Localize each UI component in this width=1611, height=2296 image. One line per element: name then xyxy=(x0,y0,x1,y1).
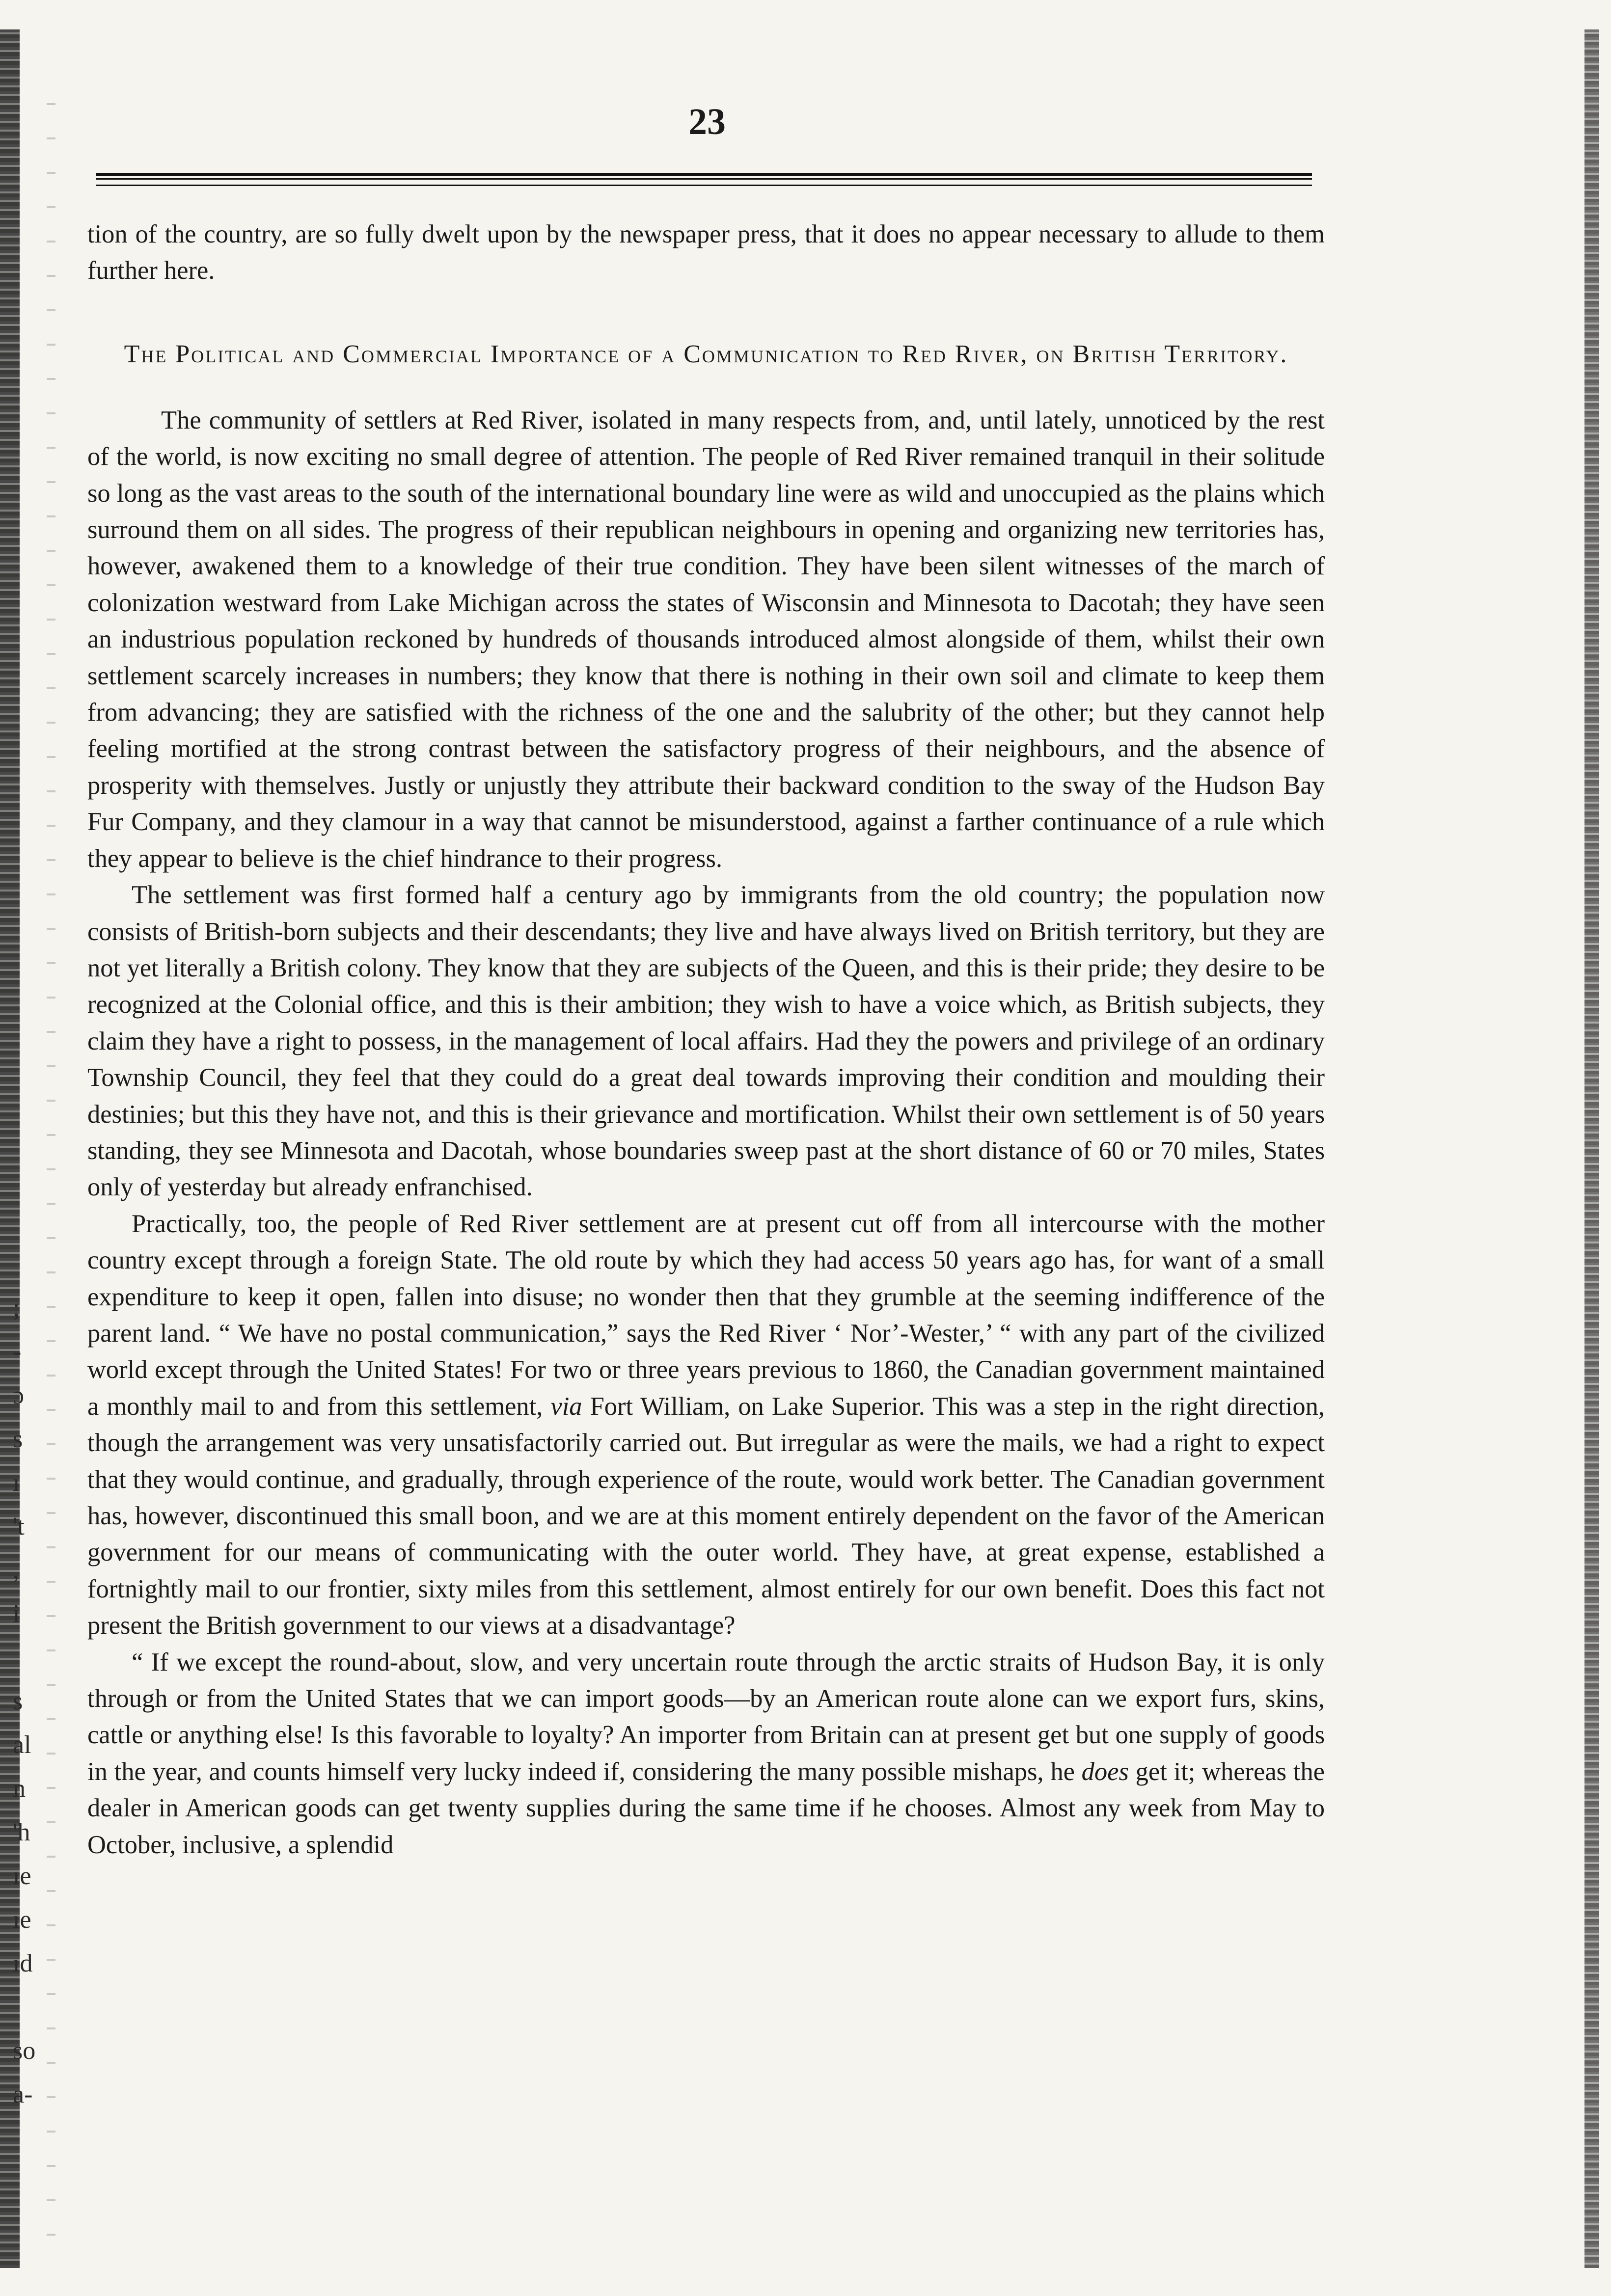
bleed-fragment xyxy=(13,1636,47,1679)
bleed-fragment: s xyxy=(13,1425,23,1453)
bleed-fragment: ıe xyxy=(13,1906,31,1934)
right-page-edge xyxy=(1584,29,1599,2268)
facing-page-bleed xyxy=(13,1286,47,2116)
bleed-fragment: , xyxy=(13,1556,19,1584)
paragraph-2: The settlement was first formed half a century ago by immigrants from the old country; the population now consists of British-born subjects and their descendants; they live and have always lived on British territory, but they are not yet literally a British colony. They know that they are subjects of the Queen, and this is their pride; they desire to be recognized at the Colonial office, and this is their ambition; they wish to have a voice which, as British subjects, they claim they have a right to possess, in the management of local affairs. Had they the powers and privilege of an ordinary Township Council, they feel that they could do a great deal towards improving their condition and moulding their destinies; but this they have not, and this is their grievance and mortification. Whilst their own settlement is of 50 years standing, they see Minnesota and Dacotah, whose boundaries sweep past at the short distance of 60 or 70 miles, States only of yesterday but already enfranchised. xyxy=(87,881,1325,1202)
header-rule-thin xyxy=(96,185,1312,186)
paragraph-3 xyxy=(87,1206,1325,1644)
bleed-fragment: ıd xyxy=(13,1949,33,1977)
paragraph-4-does: does xyxy=(1081,1757,1129,1786)
bleed-fragment: al xyxy=(13,1731,31,1759)
bleed-fragment: ; xyxy=(13,1294,20,1322)
bleed-fragment: i xyxy=(13,1600,20,1628)
bleed-fragment: n xyxy=(13,1775,26,1803)
paragraph-3-start: Practically, too, the people of Red River settlement are at present cut off from all intercourse with the mother country except through a foreign State. The old route by which they had access 50 years ago has, for want of a small expenditure to keep it open, fallen into disuse; no wonder then that they grumble at the seeming indifference of the parent land. “ We have no postal communication,” says the Red River ‘ Nor’-Wester,’ “ with any part of the civilized world except through the United States! For two or three years previous to 1860, the Canadian government maintained a monthly mail to and from this settlement, xyxy=(87,1209,1325,1421)
paragraph-4-start: “ If we except the round-about, slow, and very uncertain route through the arctic straits of Hudson Bay, it is only through or from the United States that we can import goods—by an American route alone can we export furs, skins, cattle or anything else! Is this favorable to loyalty? An importer from Britain can at present get but one supply of goods in the year, and counts himself very lucky indeed if, considering the many possible mishaps, he xyxy=(87,1648,1325,1786)
body-text xyxy=(87,216,1325,1863)
bleed-fragment: ı xyxy=(13,1469,20,1497)
paragraph-4-rest: get it; whereas the dealer in American goods can get twenty supplies during the same time if he chooses. Almost any week from May to October, inclusive, a splendid xyxy=(87,1757,1325,1859)
intro-paragraph: tion of the country, are so fully dwelt upon by the newspaper press, that it does no appear necessary to allude to them further here. xyxy=(87,220,1325,285)
bleed-fragment xyxy=(13,1985,47,2029)
header-rule xyxy=(96,173,1312,180)
section-heading: The Political and Commercial Importance of a Communication to Red River, on British Territory. xyxy=(124,340,1288,368)
bleed-fragment: ɔ xyxy=(13,1381,25,1409)
bleed-fragment: 't xyxy=(13,1513,25,1540)
paragraph-3-via: via xyxy=(550,1392,582,1421)
bleed-fragment: a- xyxy=(13,2080,33,2108)
bleed-fragment: ıe xyxy=(13,1862,31,1890)
bleed-fragment: s xyxy=(13,1687,23,1715)
bleed-fragment: - xyxy=(13,1338,22,1366)
paragraph-3-rest: Fort William, on Lake Superior. This was a step in the right direction, though the arrangement was very unsatisfactorily carried out. But irregular as were the mails, we had a right to expect that they would continue, and gradually, through experience of the route, would work better. The Canadian government has, however, discontinued this small boon, and we are at this moment entirely dependent on the favor of the American government for our means of communicating with the outer world. They have, at great expense, established a fortnightly mail to our frontier, sixty miles from this settlement, almost entirely for our own benefit. Does this fact not present the British government to our views at a disadvantage? xyxy=(87,1392,1325,1640)
paragraph-4 xyxy=(87,1644,1325,1863)
paragraph-1: The community of settlers at Red River, isolated in many respects from, and, until lately, unnoticed by the rest of the world, is now exciting no small degree of attention. The people of Red River remained tranquil in their solitude so long as the vast areas to the south of the international boundary line were as wild and unoccupied as the plains which surround them on all sides. The progress of their republican neighbours in opening and organizing new territories has, however, awakened them to a knowledge of their true condition. They have been silent witnesses of the march of colonization westward from Lake Michigan across the states of Wisconsin and Minnesota to Dacotah; they have seen an industrious population reckoned by hundreds of thousands introduced almost alongside of them, whilst their own settlement scarcely increases in numbers; they know that there is nothing in their own soil and climate to keep them from advancing; they are satisfied with the richness of the one and the salubrity of the other; but they cannot help feeling mortified at the strong contrast between the satisfactory progress of their neighbours, and the absence of prosperity with themselves. Justly or unjustly they attribute their backward condition to the sway of the Hudson Bay Fur Company, and they clamour in a way that cannot be misunderstood, against a farther continuance of a rule which they appear to believe is the chief hindrance to their progress. xyxy=(87,405,1325,873)
page-number: 23 xyxy=(688,101,726,142)
binding-speckle xyxy=(47,88,55,2248)
bleed-fragment: 'h xyxy=(13,1818,30,1846)
bleed-fragment: so xyxy=(13,2037,36,2065)
